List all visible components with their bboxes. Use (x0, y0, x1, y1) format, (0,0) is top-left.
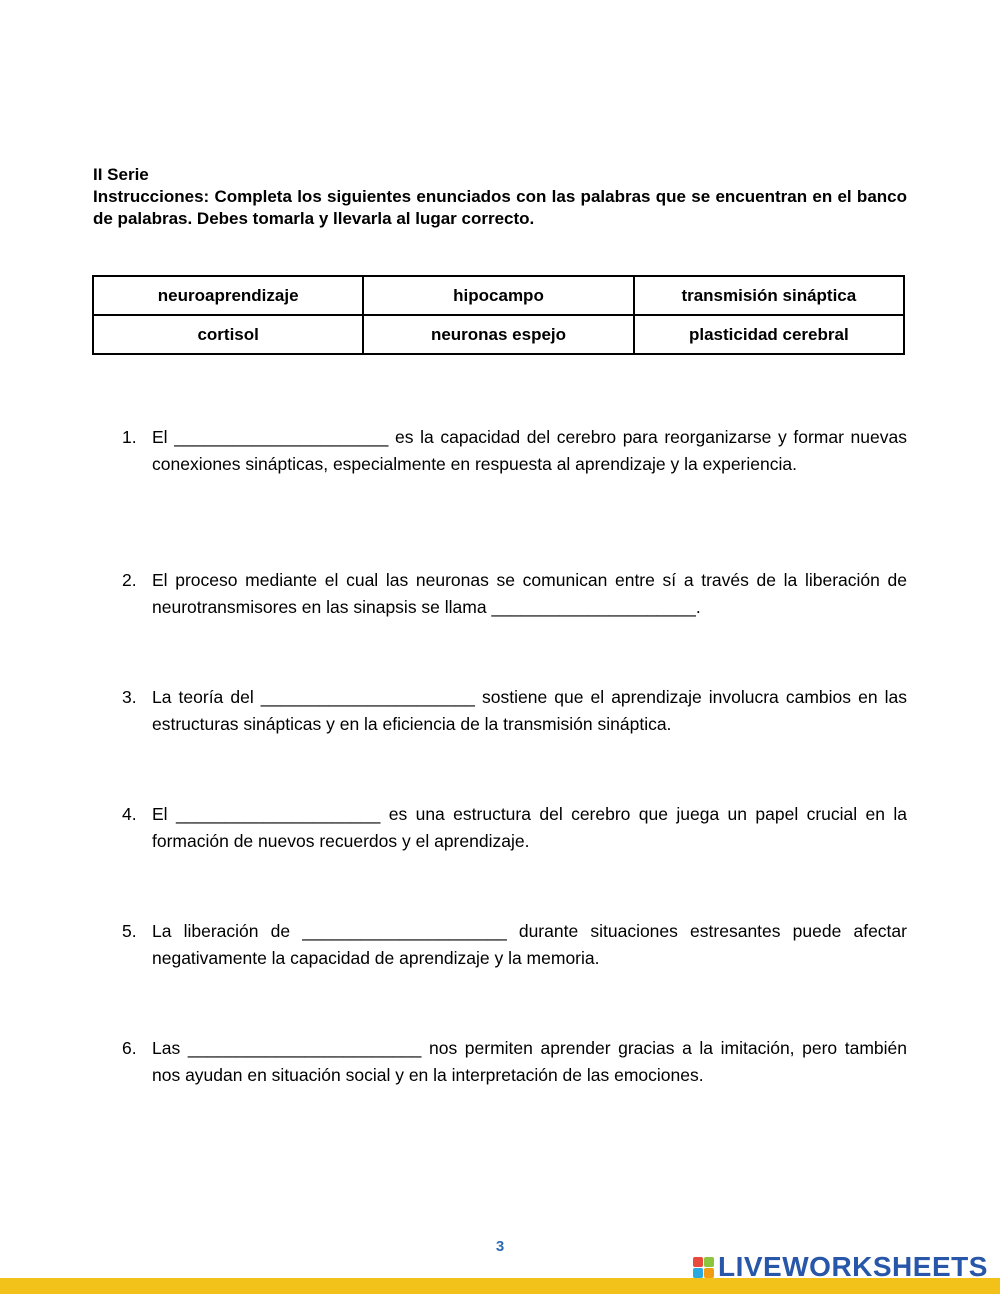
answer-blank-3[interactable]: ______________________ (260, 687, 475, 707)
question-4 (122, 801, 907, 854)
question-5 (122, 918, 907, 971)
instructions: Instrucciones: Completa los siguientes enunciados con las palabras que se encuentran en el banco de palabras. Debes tomarla y llevarla al lugar correcto. (93, 187, 907, 228)
question-text-after: durante situaciones estresantes puede afectar negativamente la capacidad de aprendizaje y la memoria. (152, 921, 907, 968)
question-number: 6. (122, 1038, 137, 1058)
question-text (152, 1035, 907, 1088)
logo-tile (704, 1268, 714, 1278)
word-bank-row (93, 315, 904, 354)
question-text-after: es una estructura del cerebro que juega un papel crucial en la formación de nuevos recuerdos y el aprendizaje. (152, 804, 907, 851)
question-text (152, 684, 907, 737)
question-text-before: El proceso mediante el cual las neuronas se comunican entre sí a través de la liberación de neurotransmisores en las sinapsis se llama (152, 570, 907, 617)
word-bank-table (92, 275, 905, 355)
question-number: 1. (122, 427, 137, 447)
answer-blank-1[interactable]: ______________________ (174, 427, 389, 447)
question-text-after: nos permiten aprender gracias a la imitación, pero también nos ayudan en situación social y en la interpretación de las emociones. (152, 1038, 907, 1085)
question-text-before: La teoría del (152, 687, 254, 707)
word-bank-item[interactable]: neuronas espejo (363, 315, 633, 354)
answer-blank-6[interactable]: ________________________ (187, 1038, 422, 1058)
liveworksheets-logo[interactable] (693, 1252, 988, 1282)
question-text (152, 567, 907, 620)
word-bank-item[interactable]: plasticidad cerebral (634, 315, 904, 354)
answer-blank-5[interactable]: _____________________ (302, 921, 507, 941)
question-text (152, 424, 907, 477)
logo-tile (693, 1268, 703, 1278)
question-1 (122, 424, 907, 477)
section-title: II Serie (93, 165, 149, 184)
question-number: 3. (122, 687, 137, 707)
question-text-after: es la capacidad del cerebro para reorganizarse y formar nuevas conexiones sinápticas, especialmente en respuesta al aprendizaje y la experiencia. (152, 427, 907, 474)
question-text (152, 801, 907, 854)
word-bank-item[interactable]: neuroaprendizaje (93, 276, 363, 315)
logo-tile (693, 1257, 703, 1267)
question-number: 5. (122, 921, 137, 941)
question-number: 2. (122, 570, 137, 590)
answer-blank-4[interactable]: _____________________ (175, 804, 381, 824)
word-bank-item[interactable]: cortisol (93, 315, 363, 354)
question-text (152, 918, 907, 971)
question-text-after: . (695, 596, 701, 617)
answer-blank-2[interactable]: _____________________ (491, 596, 696, 617)
word-bank-row (93, 276, 904, 315)
question-2 (122, 567, 907, 620)
question-number: 4. (122, 804, 137, 824)
question-text-after: sostiene que el aprendizaje involucra cambios en las estructuras sinápticas y en la eficiencia de la transmisión sináptica. (152, 687, 907, 734)
logo-grid-icon (693, 1257, 714, 1278)
question-text-before: El (152, 427, 168, 447)
question-text-before: Las (152, 1038, 181, 1058)
question-text-before: El (152, 804, 168, 824)
brand-name: LIVEWORKSHEETS (718, 1251, 988, 1282)
question-3 (122, 684, 907, 737)
question-6 (122, 1035, 907, 1088)
page-number: 3 (495, 1238, 505, 1255)
word-bank-item[interactable]: hipocampo (363, 276, 633, 315)
logo-tile (704, 1257, 714, 1267)
word-bank-item[interactable]: transmisión sináptica (634, 276, 904, 315)
question-text-before: La liberación de (152, 921, 291, 941)
